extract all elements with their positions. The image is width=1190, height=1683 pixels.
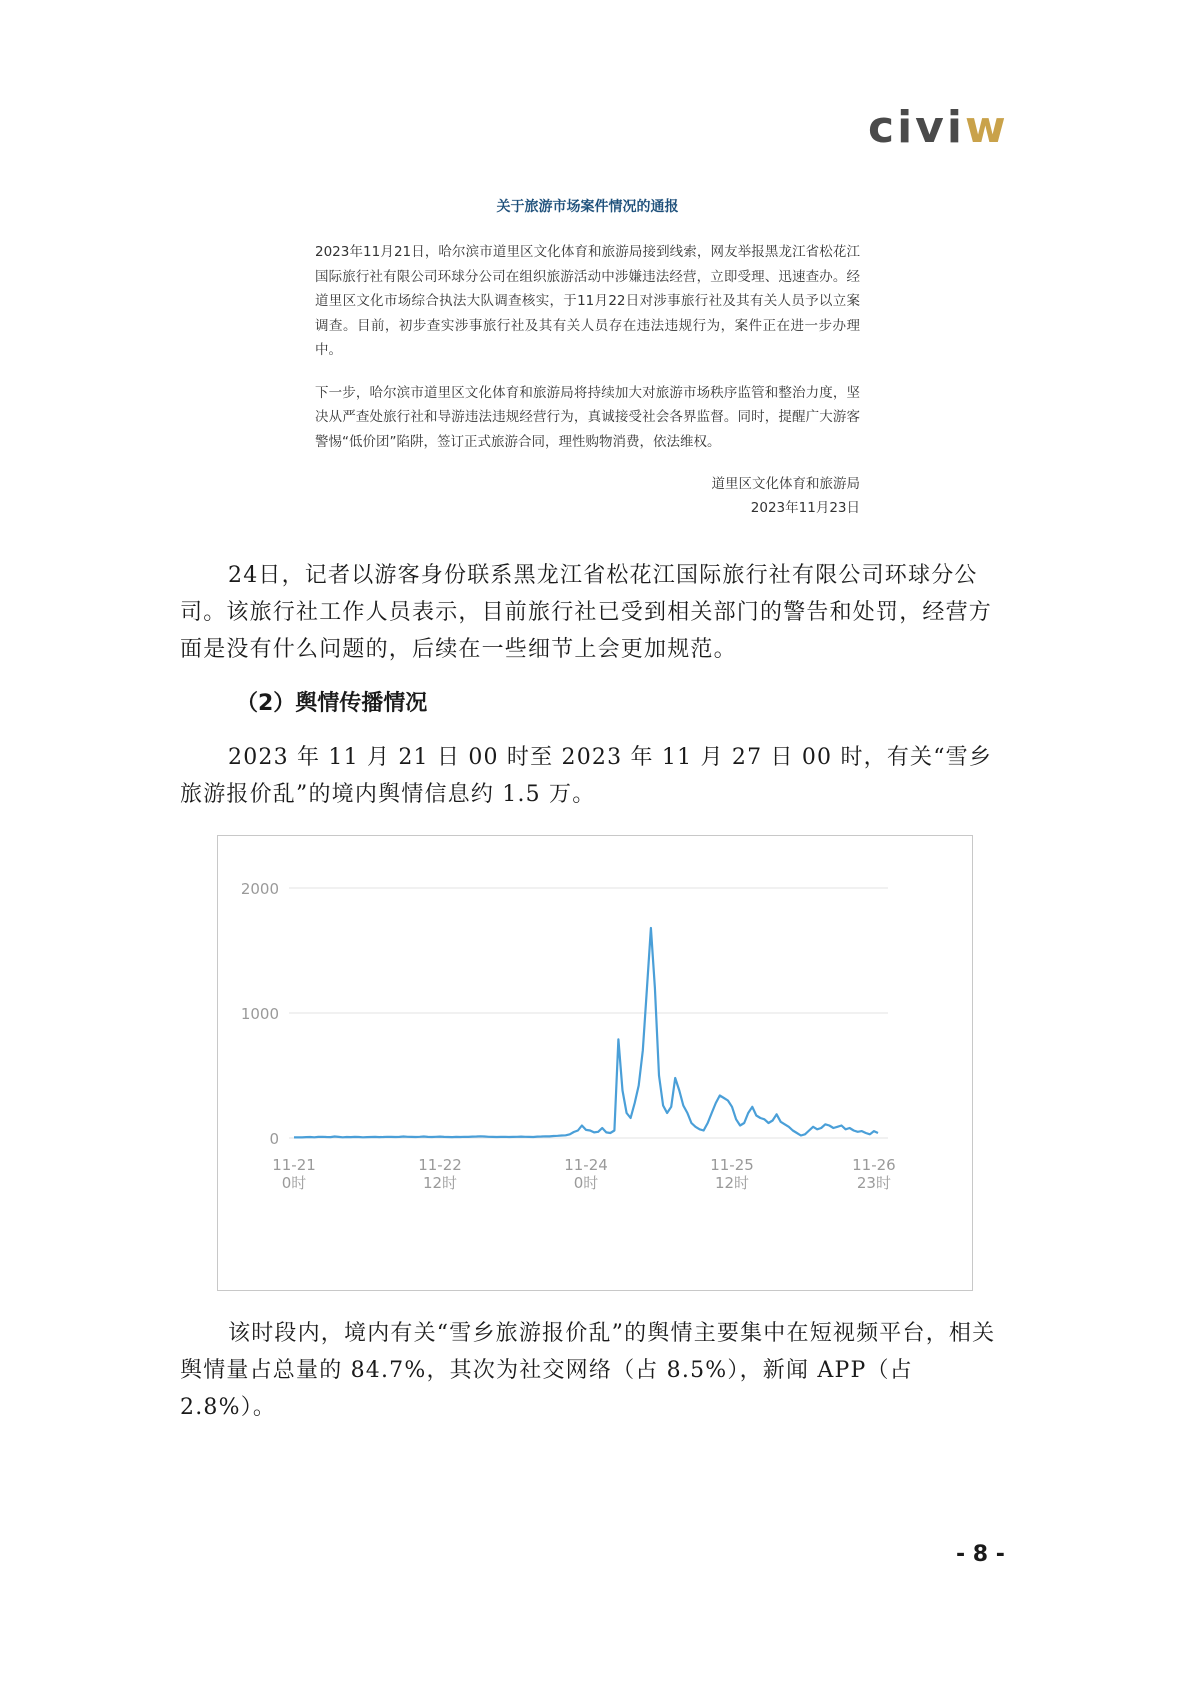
notice-signature: 道里区文化体育和旅游局	[711, 476, 860, 492]
x-tick-label: 11-21	[272, 1156, 316, 1174]
logo-prefix: civi	[868, 102, 965, 153]
y-tick-label: 0	[269, 1130, 279, 1148]
x-tick-label: 12时	[422, 1174, 458, 1192]
section-heading: （2）舆情传播情况	[236, 691, 428, 716]
notice-paragraph-2: 下一步，哈尔滨市道里区文化体育和旅游局将持续加大对旅游市场秩序监管和整治力度，坚决从严查处旅行社和导游违法违规经营行为，真诚接受社会各界监督。同时，提醒广大游客警惕“低价团”陷阱，签订正式旅游合同，理性购物消费，依法维权。	[315, 384, 860, 450]
x-tick-label: 11-24	[564, 1156, 608, 1174]
trend-line-chart	[218, 836, 972, 1290]
body-paragraph-3: 该时段内，境内有关“雪乡旅游报价乱”的舆情主要集中在短视频平台，相关舆情量占总量的 84.7%，其次为社交网络（占 8.5%），新闻 APP（占 2.8%）。	[180, 1321, 996, 1420]
trend-chart-frame	[217, 835, 973, 1291]
logo-accent: w	[964, 102, 1009, 153]
notice-title: 关于旅游市场案件情况的通报	[496, 199, 679, 215]
x-tick-label: 11-22	[418, 1156, 462, 1174]
y-tick-label: 1000	[240, 1005, 279, 1023]
notice-paragraph-1: 2023年11月21日，哈尔滨市道里区文化体育和旅游局接到线索，网友举报黑龙江省松花江国际旅行社有限公司环球分公司在组织旅游活动中涉嫌违法经营，立即受理、迅速查办。经道里区文化市场综合执法大队调查核实，于11月22日对涉事旅行社及其有关人员予以立案调查。目前，初步查实涉事旅行社及其有关人员存在违法违规行为，案件正在进一步办理中。	[315, 244, 860, 358]
x-tick-label: 0时	[281, 1174, 307, 1192]
body-paragraph-2: 2023 年 11 月 21 日 00 时至 2023 年 11 月 27 日 00 时，有关“雪乡旅游报价乱”的境内舆情信息约 1.5 万。	[180, 745, 993, 807]
y-tick-label: 2000	[240, 880, 279, 898]
trend-line	[294, 928, 878, 1137]
civiw-logo	[868, 102, 1009, 153]
x-tick-label: 11-26	[852, 1156, 896, 1174]
notice-signature-block	[315, 472, 860, 520]
x-tick-label: 12时	[714, 1174, 750, 1192]
x-tick-label: 11-25	[710, 1156, 754, 1174]
embedded-notice-image	[315, 196, 860, 520]
body-paragraph-1: 24日，记者以游客身份联系黑龙江省松花江国际旅行社有限公司环球分公司。该旅行社工作人员表示，目前旅行社已受到相关部门的警告和处罚，经营方面是没有什么问题的，后续在一些细节上会更加规范。	[180, 563, 993, 662]
x-tick-label: 23时	[856, 1174, 891, 1192]
page-number: - 8 -	[956, 1542, 1005, 1567]
x-tick-label: 0时	[573, 1174, 599, 1192]
notice-date: 2023年11月23日	[750, 500, 860, 516]
